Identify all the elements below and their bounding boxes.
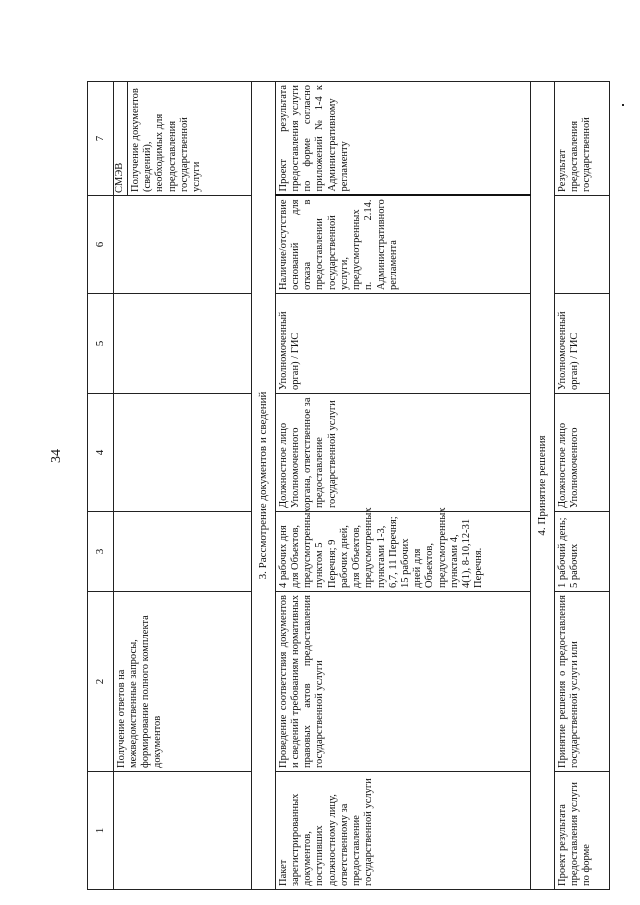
table-cell — [113, 82, 251, 196]
procedure-table — [87, 81, 610, 890]
table-cell — [113, 294, 251, 394]
header-cell: 5 — [88, 294, 114, 394]
table-cell: Проведение соответствия документов и сведений требованиям нормативных правовых актов предоставления государственной услуги — [275, 592, 530, 772]
header-cell: 7 — [88, 82, 114, 196]
table-cell: 1 рабочий день; 5 рабочих — [554, 512, 609, 592]
table-cell — [113, 196, 251, 294]
table-cell: Пакет зарегистрированных документов, поступивших должностному лицу, ответственному за предоставление государственной услуги — [275, 772, 530, 890]
table-cell: Результат предоставления государственной — [554, 82, 609, 196]
section-title: 4. Принятие решения — [531, 82, 555, 890]
header-cell: 6 — [88, 196, 114, 294]
stray-dot — [622, 104, 624, 106]
section-row — [252, 82, 276, 890]
table-cell — [113, 394, 251, 512]
table-cell: Наличие/отсутствие оснований для отказа в предоставлении государственной услуги, предусмотренных п. 2.14. Административного регламента — [275, 196, 530, 294]
table-cell: Должностное лицо Уполномоченного органа, ответственное за предоставление государственной услуги — [275, 394, 530, 512]
cell-sublabel: СМЭВ — [114, 82, 128, 195]
header-cell: 1 — [88, 772, 114, 890]
page-number: 34 — [49, 449, 64, 463]
table-row — [113, 82, 251, 890]
table-cell: Должностное лицо Уполномоченного — [554, 394, 609, 512]
table-row — [275, 82, 530, 890]
table-cell: Проект результата предоставления услуги по форме согласно приложений № 1-4 к Административному регламенту — [275, 82, 530, 196]
table-cell: Уполномоченный орган) / ГИС — [275, 294, 530, 394]
table-cell: 4 рабочих дня для Объектов, предусмотренных пунктом 5 Перечня; 9 рабочих дней, для Объектов, предусмотренных пунктами 1-3, 6,7, 11 Перечня; 15 рабочих дней для Объектов, предусмотренных пунктами 4, 4(1), 8-10,12-31 Перечня. — [275, 512, 530, 592]
table-cell: Уполномоченный орган) / ГИС — [554, 294, 609, 394]
rotated-table-container — [87, 82, 610, 890]
table-cell: Получение ответов на межведомственные запросы, формирование полного комплекта документов — [113, 592, 251, 772]
table-cell — [554, 196, 609, 294]
section-title: 3. Рассмотрение документов и сведений — [252, 82, 276, 890]
header-cell: 3 — [88, 512, 114, 592]
table-cell: Проект результата предоставления услуги по форме — [554, 772, 609, 890]
table-cell — [113, 772, 251, 890]
table-row — [554, 82, 609, 890]
cell-text: Получение документов (сведений), необходимых для предоставления государственной услуги — [130, 88, 203, 192]
table-cell: Принятие решения о предоставления государственной услуги или — [554, 592, 609, 772]
table-cell — [113, 512, 251, 592]
header-row — [88, 82, 114, 890]
section-row — [531, 82, 555, 890]
header-cell: 2 — [88, 592, 114, 772]
header-cell: 4 — [88, 394, 114, 512]
